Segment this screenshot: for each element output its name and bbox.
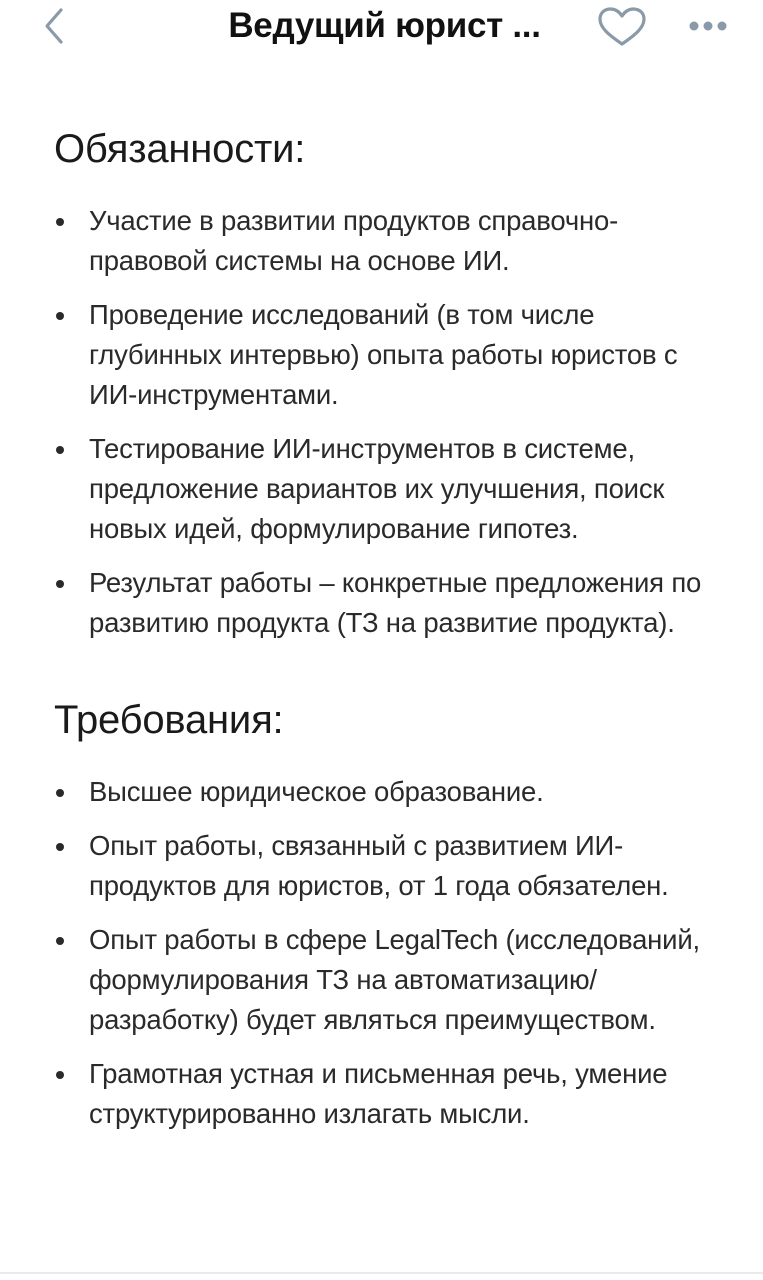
bullet-icon	[56, 789, 64, 797]
list-item	[54, 295, 724, 415]
bullet-icon	[56, 580, 64, 588]
duties-list	[54, 201, 724, 643]
bottom-divider	[0, 1272, 763, 1274]
list-item	[54, 772, 724, 812]
list-item	[54, 563, 724, 643]
section-heading-requirements: Требования:	[54, 698, 284, 742]
list-item-text: Тестирование ИИ-инструментов в системе, предложение вариантов их улучшения, поиск новых идей, формулирование гипотез.	[89, 433, 665, 544]
list-item-text: Проведение исследований (в том числе глубинных интервью) опыта работы юристов с ИИ-инструментами.	[89, 299, 678, 410]
list-item	[54, 920, 724, 1040]
bullet-icon	[56, 218, 64, 226]
list-item	[54, 826, 724, 906]
list-item	[54, 201, 724, 281]
chevron-left-icon	[42, 7, 66, 45]
list-item-text: Опыт работы в сфере LegalTech (исследований, формулирования ТЗ на автоматизацию/разработку) будет являться преимуществом.	[89, 924, 700, 1035]
vacancy-description	[54, 124, 724, 1148]
bullet-icon	[56, 446, 64, 454]
list-item-text: Опыт работы, связанный с развитием ИИ-продуктов для юристов, от 1 года обязателен.	[89, 830, 669, 901]
requirements-list	[54, 772, 724, 1134]
heart-outline-icon	[597, 6, 647, 48]
more-options-button[interactable]	[682, 6, 734, 46]
top-bar	[0, 0, 763, 60]
section-heading-duties: Обязанности:	[54, 127, 306, 171]
bullet-icon	[56, 1071, 64, 1079]
bullet-icon	[56, 937, 64, 945]
bullet-icon	[56, 312, 64, 320]
list-item	[54, 1054, 724, 1134]
bullet-icon	[56, 843, 64, 851]
more-horizontal-icon	[688, 20, 728, 32]
list-item-text: Результат работы – конкретные предложения по развитию продукта (ТЗ на развитие продукта).	[89, 567, 702, 638]
list-item-text: Грамотная устная и письменная речь, умение структурированно излагать мысли.	[89, 1058, 668, 1129]
list-item-text: Высшее юридическое образование.	[89, 776, 544, 807]
like-button[interactable]	[594, 4, 650, 50]
list-item	[54, 429, 724, 549]
page-title: Ведущий юрист ...	[228, 6, 541, 45]
list-item-text: Участие в развитии продуктов справочно-правовой системы на основе ИИ.	[89, 205, 619, 276]
back-button[interactable]	[34, 6, 74, 46]
